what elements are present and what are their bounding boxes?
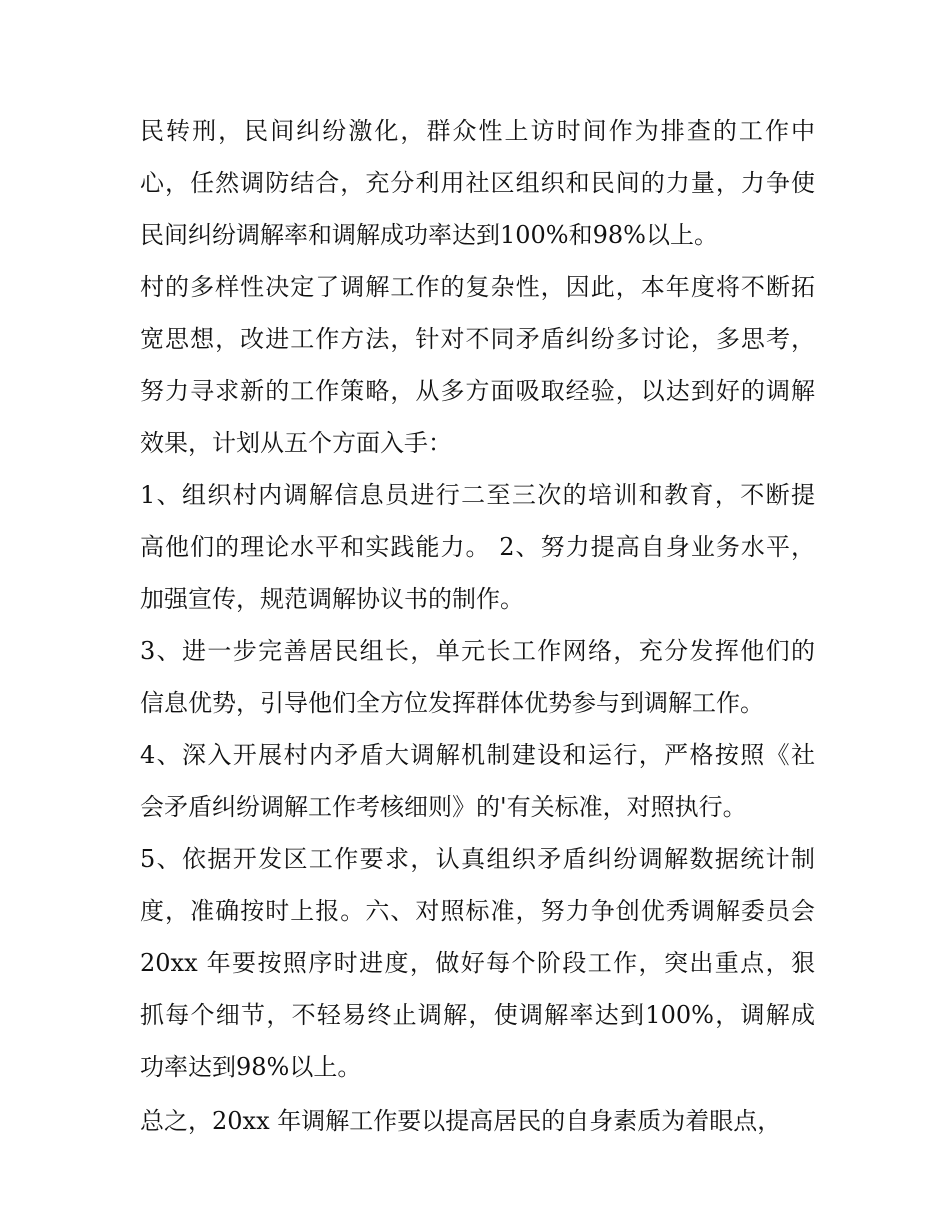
- text-line: 会矛盾纠纷调解工作考核细则》的'有关标准，对照执行。: [140, 793, 747, 821]
- text-line: 宽思想，改进工作方法，针对不同矛盾纠纷多讨论，多思考，: [140, 325, 815, 353]
- text-line: 5、依据开发区工作要求，认真组织矛盾纠纷调解数据统计制: [140, 845, 815, 873]
- text-line: 度，准确按时上报。六、对照标准，努力争创优秀调解委员会: [140, 897, 815, 925]
- document-body: [140, 105, 815, 1147]
- text-line: 抓每个细节，不轻易终止调解，使调解率达到100%，调解成: [140, 1001, 815, 1029]
- text-line: 20xx 年要按照序时进度，做好每个阶段工作，突出重点，狠: [140, 949, 815, 977]
- text-line: 村的多样性决定了调解工作的复杂性，因此，本年度将不断拓: [140, 273, 815, 301]
- text-line: 4、深入开展村内矛盾大调解机制建设和运行，严格按照《社: [140, 741, 815, 769]
- text-line: 3、进一步完善居民组长，单元长工作网络，充分发挥他们的: [140, 637, 815, 665]
- text-line: 民转刑，民间纠纷激化，群众性上访时间作为排查的工作中: [140, 117, 815, 145]
- text-line: 1、组织村内调解信息员进行二至三次的培训和教育，不断提: [140, 481, 815, 509]
- text-line: 加强宣传，规范调解协议书的制作。: [140, 585, 524, 613]
- text-line: 心，任然调防结合，充分利用社区组织和民间的力量，力争使: [140, 169, 815, 197]
- text-line: 努力寻求新的工作策略，从多方面吸取经验，以达到好的调解: [140, 377, 815, 405]
- text-line: 总之，20xx 年调解工作要以提高居民的自身素质为着眼点，: [140, 1107, 782, 1135]
- text-line: 信息优势，引导他们全方位发挥群体优势参与到调解工作。: [140, 689, 764, 717]
- text-line: 功率达到98%以上。: [140, 1053, 362, 1081]
- text-line: 民间纠纷调解率和调解成功率达到100%和98%以上。: [140, 221, 718, 249]
- text-line: 高他们的理论水平和实践能力。 2、努力提高自身业务水平，: [140, 533, 815, 561]
- text-line: 效果，计划从五个方面入手：: [140, 429, 452, 457]
